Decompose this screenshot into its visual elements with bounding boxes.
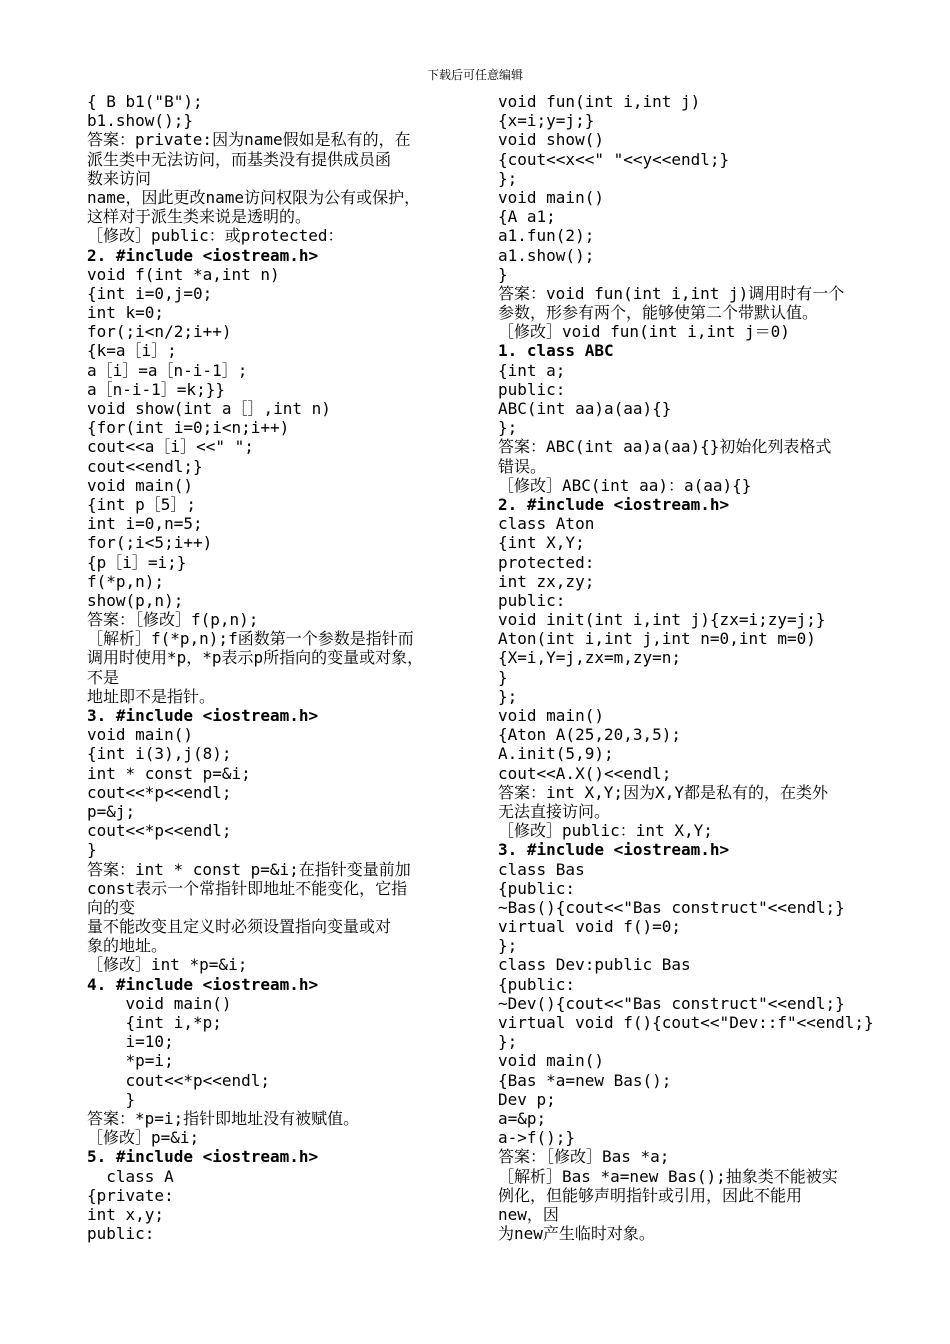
text-line: {Bas *a=new Bas(); (498, 1070, 672, 1090)
text-line: ABC(int aa)a(aa){} (498, 399, 672, 418)
text-line: 无法直接访问。 (498, 801, 611, 821)
text-line: {int p［5］; (87, 494, 197, 514)
text-line: int x,y; (87, 1204, 165, 1224)
text-line: {int a; (498, 360, 566, 380)
text-line: 4. #include <iostream.h> (87, 974, 319, 994)
text-line: }; (498, 1032, 518, 1052)
text-line: 答案：［修改］f(p,n); (87, 610, 259, 630)
text-line: {for(int i=0;i<n;i++) (87, 418, 290, 438)
text-line: 象的地址。 (87, 936, 168, 956)
text-line: void main() (87, 725, 193, 745)
text-line: {x=i;y=j;} (498, 111, 595, 131)
text-line: 这样对于派生类来说是透明的。 (87, 207, 312, 227)
text-line: {int X,Y; (498, 533, 585, 553)
text-line: ［修改］public：int X,Y; (498, 821, 713, 841)
text-line: *p=i; (87, 1051, 174, 1071)
text-line: ［修改］void fun(int i,int j＝0) (498, 322, 790, 342)
text-line: void main() (498, 706, 604, 725)
text-line: cout<<*p<<endl; (87, 782, 232, 802)
text-line: 答案：void fun(int i,int j)调用时有一个 (498, 283, 845, 303)
text-line: 5. #include <iostream.h> (87, 1147, 319, 1167)
text-line: {public: (498, 974, 576, 994)
text-line: int i=0,n=5; (87, 514, 203, 534)
text-line: void f(int *a,int n) (87, 264, 280, 284)
text-line: } (498, 667, 508, 687)
text-line: cout<<a［i］<<" "; (87, 437, 254, 457)
text-line: show(p,n); (87, 590, 184, 610)
text-line: {k=a［i］; (87, 341, 177, 361)
text-line: virtual void f(){cout<<"Dev::f"<<endl;} (498, 1013, 874, 1032)
text-line: ［修改］ABC(int aa)：a(aa){} (498, 475, 752, 495)
text-line: a1.fun(2); (498, 226, 595, 246)
text-line: void main() (87, 475, 193, 495)
text-line: int * const p=&i; (87, 763, 251, 783)
text-line: 不是 (87, 667, 120, 687)
text-line: 答案：int X,Y;因为X,Y都是私有的，在类外 (498, 782, 828, 802)
text-line: 调用时使用*p，*p表示p所指向的变量或对象， (87, 648, 424, 668)
text-line: cout<<*p<<endl; (87, 821, 232, 841)
text-line: a->f();} (498, 1128, 576, 1148)
text-line: void fun(int i,int j) (498, 92, 701, 111)
text-line: 答案：int * const p=&i;在指针变量前加 (87, 859, 411, 879)
text-line: ［修改］int *p=&i; (87, 955, 248, 975)
text-line: {Aton A(25,20,3,5); (498, 725, 682, 745)
text-line: {p［i］=i;} (87, 552, 187, 572)
text-line: } (87, 840, 97, 860)
text-line: {public: (498, 878, 576, 898)
text-line: 参数，形参有两个，能够使第二个带默认值。 (498, 303, 819, 323)
text-line: a［i］=a［n-i-1］; (87, 360, 248, 380)
text-line: 错误。 (498, 456, 547, 476)
text-line: 答案：*p=i;指针即地址没有被赋值。 (87, 1108, 360, 1128)
text-line: i=10; (87, 1032, 174, 1052)
text-line: b1.show();} (87, 111, 193, 131)
text-line: cout<<A.X()<<endl; (498, 763, 672, 783)
text-line: protected: (498, 552, 595, 572)
text-line: void main() (87, 993, 232, 1013)
text-line: void init(int i,int j){zx=i;zy=j;} (498, 610, 826, 630)
text-line: 量不能改变且定义时必须设置指向变量或对 (87, 917, 392, 937)
text-line: Dev p; (498, 1089, 556, 1109)
text-line: ［解析］f(*p,n);f函数第一个参数是指针而 (87, 629, 414, 649)
text-line: }; (498, 168, 518, 188)
text-line: class A (87, 1166, 174, 1186)
text-line: } (498, 264, 508, 284)
right-column (498, 92, 893, 1243)
text-line: 1. class ABC (498, 341, 614, 361)
text-line: ［修改］public：或protected： (87, 226, 344, 246)
text-line: void show(int a［］,int n) (87, 399, 331, 418)
text-line: a=&p; (498, 1108, 547, 1128)
text-line: }; (498, 936, 518, 956)
text-line: ［解析］Bas *a=new Bas();抽象类不能被实 (498, 1166, 838, 1186)
text-line: 例化，但能够声明指针或引用，因此不能用 (498, 1185, 803, 1205)
text-line: public: (87, 1224, 155, 1244)
text-line: {int i(3),j(8); (87, 744, 232, 764)
text-line: void show() (498, 130, 604, 150)
text-line: class Bas (498, 859, 585, 879)
page-header: 下载后可任意编辑 (426, 68, 523, 82)
text-line: 向的变 (87, 897, 136, 917)
text-line: public: (498, 590, 566, 610)
text-line: 数来访问 (87, 168, 152, 188)
text-line: for(;i<n/2;i++) (87, 322, 232, 342)
text-line: }; (498, 686, 518, 706)
text-line: 3. #include <iostream.h> (87, 706, 319, 725)
text-line: {private: (87, 1185, 174, 1205)
text-line: void main() (498, 187, 604, 207)
text-line: A.init(5,9); (498, 744, 614, 764)
text-line: {int i=0,j=0; (87, 283, 213, 303)
text-line: {A a1; (498, 207, 556, 227)
text-line: ~Dev(){cout<<"Bas construct"<<endl;} (498, 993, 845, 1013)
text-line: } (87, 1089, 136, 1109)
text-line: 为new产生临时对象。 (498, 1224, 655, 1244)
text-line: const表示一个常指针即地址不能变化，它指 (87, 878, 408, 898)
text-line: 答案：private:因为name假如是私有的，在 (87, 130, 411, 150)
text-line: }; (498, 418, 518, 438)
text-line: name，因此更改name访问权限为公有或保护， (87, 187, 421, 207)
text-line: new，因 (498, 1204, 559, 1224)
text-line: 2. #include <iostream.h> (498, 494, 730, 514)
text-line: int k=0; (87, 303, 165, 323)
text-line: 地址即不是指针。 (87, 686, 216, 706)
text-line: for(;i<5;i++) (87, 533, 213, 553)
text-line: {cout<<x<<" "<<y<<endl;} (498, 149, 730, 169)
text-line: 3. #include <iostream.h> (498, 840, 730, 860)
text-line: ［修改］p=&i; (87, 1128, 200, 1148)
text-line: 2. #include <iostream.h> (87, 245, 319, 265)
text-line: 答案：［修改］Bas *a; (498, 1147, 670, 1167)
text-line: public: (498, 379, 566, 399)
text-line: f(*p,n); (87, 571, 165, 591)
left-column (87, 92, 482, 1243)
text-line: cout<<endl;} (87, 456, 203, 476)
text-line: {X=i,Y=j,zx=m,zy=n; (498, 648, 682, 668)
text-line: { B b1("B"); (87, 92, 203, 111)
text-line: void main() (498, 1051, 604, 1071)
text-line: cout<<*p<<endl; (87, 1070, 271, 1090)
text-line: class Aton (498, 514, 595, 534)
text-line: ~Bas(){cout<<"Bas construct"<<endl;} (498, 897, 845, 917)
text-line: {int i,*p; (87, 1013, 222, 1032)
text-line: p=&j; (87, 801, 136, 821)
text-line: int zx,zy; (498, 571, 595, 591)
text-line: 答案：ABC(int aa)a(aa){}初始化列表格式 (498, 437, 832, 457)
text-line: virtual void f()=0; (498, 917, 682, 937)
text-line: a［n-i-1］=k;}} (87, 379, 225, 399)
text-line: a1.show(); (498, 245, 595, 265)
text-line: Aton(int i,int j,int n=0,int m=0) (498, 629, 816, 649)
text-line: class Dev:public Bas (498, 955, 691, 975)
text-line: 派生类中无法访问，而基类没有提供成员函 (87, 149, 392, 169)
